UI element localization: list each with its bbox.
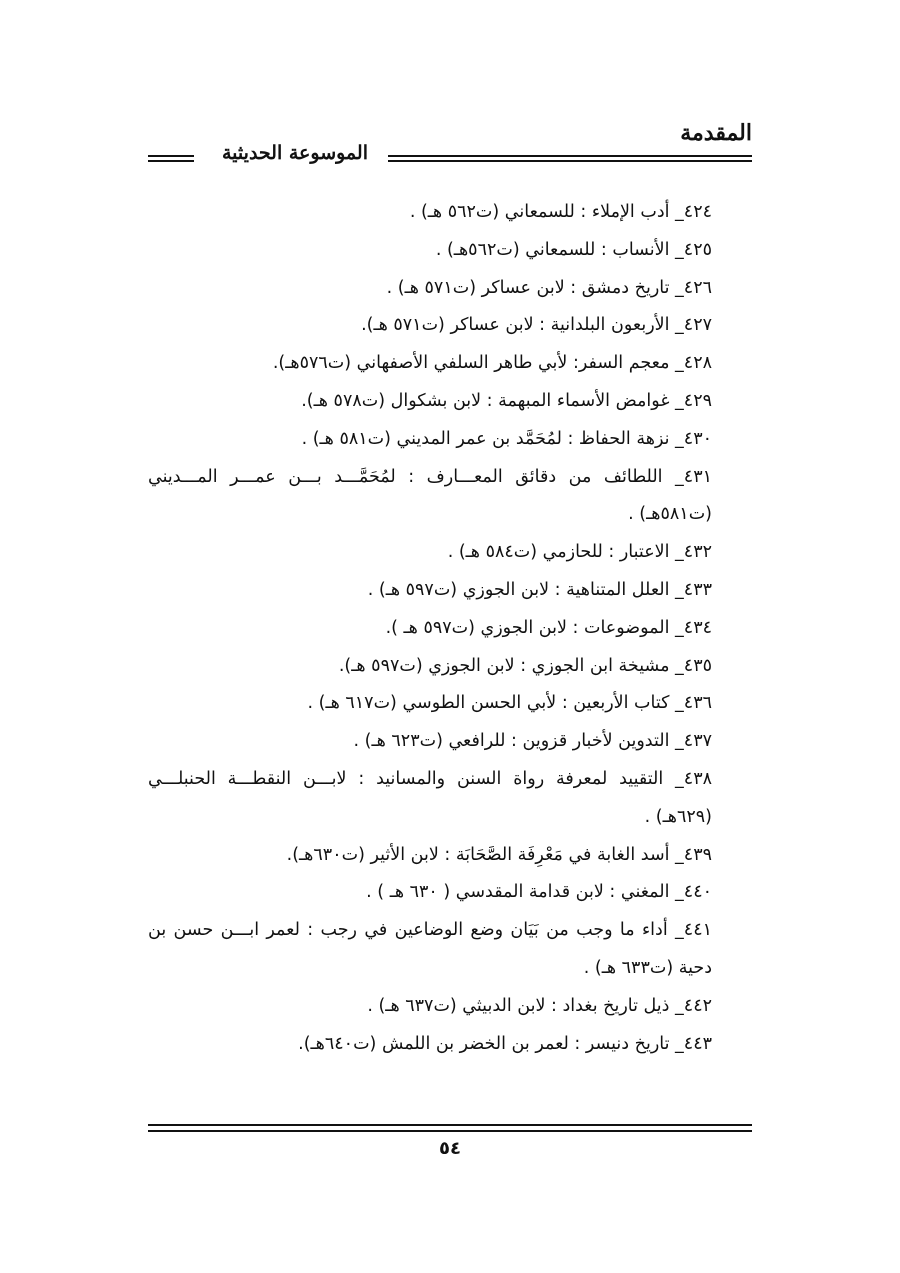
section-title: المقدمة — [680, 120, 752, 146]
bibliography-entry-439: ٤٣٩_ أسد الغابة في مَعْرِفَة الصَّحَابَة : لابن الأثير (ت٦٣٠هـ). — [286, 844, 712, 865]
footer-rule — [148, 1124, 752, 1132]
bibliography-entry-434: ٤٣٤_ الموضوعات : لابن الجوزي (ت٥٩٧ هـ ). — [385, 617, 712, 638]
page-number: ٥٤ — [439, 1138, 461, 1159]
bibliography-entry-426: ٤٢٦_ تاريخ دمشق : لابن عساكر (ت٥٧١ هـ) . — [386, 277, 712, 298]
bibliography-entry-441: ٤٤١_ أداء ما وجب من بَيَان وضع الوضاعين في رجب : لعمر ابـــن حسن بن دحية (ت٦٣٣ هـ) . — [148, 920, 712, 978]
bibliography-entry-438: ٤٣٨_ التقييد لمعرفة رواة السنن والمسانيد : لابـــن النقطـــة الحنبلـــي (٦٢٩هـ) . — [148, 768, 712, 827]
bibliography-entry-433: ٤٣٣_ العلل المتناهية : لابن الجوزي (ت٥٩٧ هـ) . — [367, 579, 712, 600]
bibliography-entry-432: ٤٣٢_ الاعتبار : للحازمي (ت٥٨٤ هـ) . — [447, 542, 712, 563]
series-title: الموسوعة الحديثية — [222, 142, 368, 164]
bibliography-entry-428: ٤٢٨_ معجم السفر: لأبي طاهر السلفي الأصفهاني (ت٥٧٦هـ). — [272, 353, 712, 374]
bibliography-entry-430: ٤٣٠_ نزهة الحفاظ : لمُحَمَّد بن عمر المديني (ت٥٨١ هـ) . — [301, 428, 712, 449]
header-rule — [388, 155, 752, 162]
bibliography-entry-437: ٤٣٧_ التدوين لأخبار قزوين : للرافعي (ت٦٢٣ هـ) . — [353, 731, 712, 752]
bibliography-entry-429: ٤٢٩_ غوامض الأسماء المبهمة : لابن بشكوال (ت٥٧٨ هـ). — [301, 390, 712, 411]
bibliography-entry-442: ٤٤٢_ ذيل تاريخ بغداد : لابن الدبيثي (ت٦٣٧ هـ) . — [367, 995, 712, 1016]
bibliography-entry-431: ٤٣١_ اللطائف من دقائق المعـــارف : لمُحَمَّـــد بـــن عمـــر المـــديني (ت٥٨١هـ) . — [148, 466, 712, 525]
bibliography-entry-436: ٤٣٦_ كتاب الأربعين : لأبي الحسن الطوسي (ت٦١٧ هـ) . — [307, 693, 712, 714]
bibliography-entry-424: ٤٢٤_ أدب الإملاء : للسمعاني (ت٥٦٢ هـ) . — [409, 202, 712, 222]
bibliography-entry-427: ٤٢٧_ الأربعون البلدانية : لابن عساكر (ت٥٧١ هـ). — [361, 315, 712, 336]
running-header — [148, 118, 752, 178]
bibliography-entry-425: ٤٢٥_ الأنساب : للسمعاني (ت٥٦٢هـ) . — [435, 239, 712, 260]
header-rule-short — [148, 155, 194, 162]
bibliography-entry-440: ٤٤٠_ المغني : لابن قدامة المقدسي ( ٦٣٠ هـ ) . — [366, 882, 712, 903]
bibliography-list — [148, 194, 712, 1063]
bibliography-entry-435: ٤٣٥_ مشيخة ابن الجوزي : لابن الجوزي (ت٥٩٧ هـ). — [338, 655, 712, 676]
bibliography-entry-443: ٤٤٣_ تاريخ دنيسر : لعمر بن الخضر بن اللمش (ت٦٤٠هـ). — [298, 1033, 712, 1054]
